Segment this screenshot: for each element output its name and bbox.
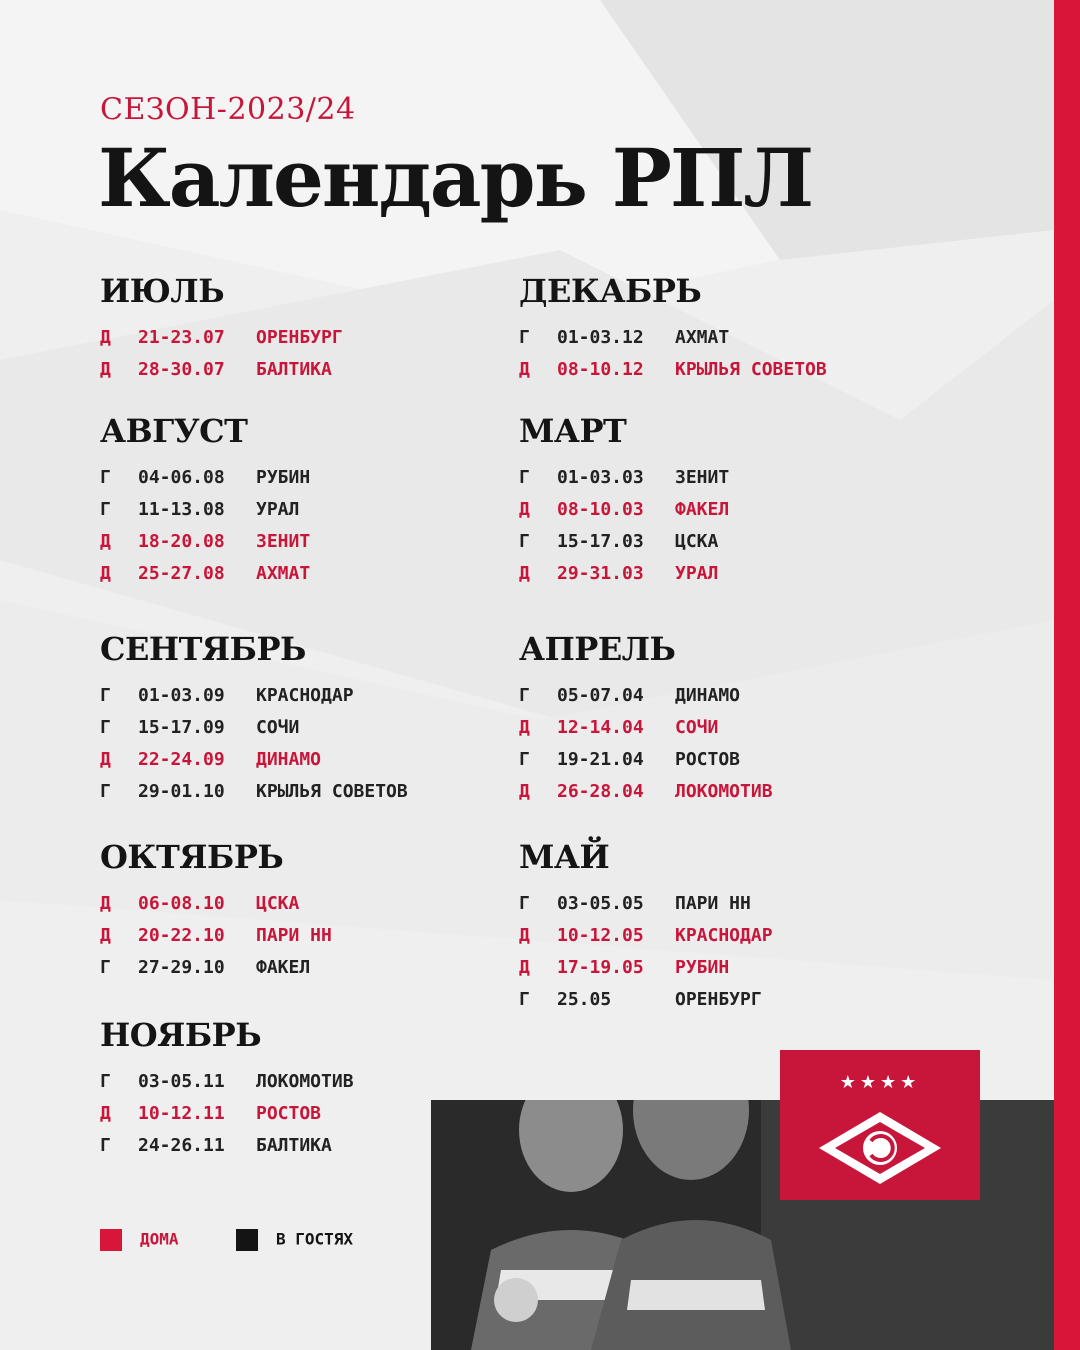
fixture-opponent: РУБИН	[256, 467, 311, 488]
fixture-opponent: ФАКЕЛ	[675, 499, 730, 520]
fixture-opponent: АХМАТ	[256, 563, 311, 584]
fixture-date: 03-05.05	[557, 893, 644, 914]
legend-away	[236, 1229, 353, 1251]
month-title: ОКТЯБРЬ	[100, 838, 284, 876]
fixture-row	[100, 322, 343, 354]
fixture-venue: Д	[100, 749, 111, 770]
fixture-opponent: УРАЛ	[256, 499, 300, 520]
fixture-opponent: ДИНАМО	[675, 685, 741, 706]
legend-home	[100, 1229, 179, 1251]
fixture-venue: Д	[519, 957, 530, 978]
fixture-row	[100, 744, 408, 776]
fixture-venue: Г	[519, 467, 530, 488]
month-title: ИЮЛЬ	[100, 272, 225, 310]
fixture-opponent: КРЫЛЬЯ СОВЕТОВ	[675, 359, 827, 380]
fixture-venue: Д	[519, 359, 530, 380]
club-crest-icon	[815, 1108, 945, 1188]
fixture-date: 17-19.05	[557, 957, 644, 978]
fixture-date: 25.05	[557, 989, 612, 1010]
fixture-date: 08-10.03	[557, 499, 644, 520]
fixture-list	[519, 462, 729, 590]
fixture-venue: Г	[100, 1135, 111, 1156]
fixture-date: 26-28.04	[557, 781, 644, 802]
fixture-row	[519, 558, 729, 590]
fixture-date: 24-26.11	[138, 1135, 225, 1156]
legend-away-swatch	[236, 1229, 258, 1251]
fixture-venue: Г	[100, 717, 111, 738]
month-title: СЕНТЯБРЬ	[100, 630, 306, 668]
fixture-venue: Д	[519, 717, 530, 738]
fixture-opponent: БАЛТИКА	[256, 1135, 332, 1156]
legend-away-label: В ГОСТЯХ	[276, 1229, 354, 1249]
fixture-opponent: ЦСКА	[256, 893, 300, 914]
fixture-row	[100, 558, 310, 590]
fixture-row	[100, 462, 310, 494]
club-logo-card	[780, 1050, 980, 1200]
fixture-venue: Г	[100, 957, 111, 978]
fixture-list	[100, 322, 343, 386]
fixture-row	[519, 744, 773, 776]
fixture-opponent: СОЧИ	[256, 717, 300, 738]
month-october	[100, 840, 332, 984]
fixture-venue: Г	[519, 531, 530, 552]
fixture-venue: Г	[519, 749, 530, 770]
fixture-date: 15-17.09	[138, 717, 225, 738]
fixture-row	[519, 494, 729, 526]
fixture-venue: Д	[100, 563, 111, 584]
fixture-date: 12-14.04	[557, 717, 644, 738]
month-title: МАРТ	[519, 412, 627, 450]
fixture-date: 22-24.09	[138, 749, 225, 770]
fixture-venue: Д	[519, 925, 530, 946]
fixture-opponent: КРЫЛЬЯ СОВЕТОВ	[256, 781, 408, 802]
fixture-list	[100, 462, 310, 590]
fixture-venue: Г	[100, 781, 111, 802]
fixture-list	[100, 888, 332, 984]
fixture-opponent: ПАРИ НН	[675, 893, 751, 914]
fixture-date: 10-12.11	[138, 1103, 225, 1124]
fixture-list	[519, 322, 827, 386]
fixture-venue: Г	[100, 685, 111, 706]
fixture-venue: Д	[100, 893, 111, 914]
fixture-venue: Г	[519, 989, 530, 1010]
fixture-venue: Г	[100, 499, 111, 520]
fixture-row	[100, 888, 332, 920]
fixture-row	[519, 888, 773, 920]
fixture-opponent: РОСТОВ	[675, 749, 741, 770]
right-accent-bar	[1054, 0, 1080, 1350]
fixture-row	[100, 712, 408, 744]
fixture-opponent: ЦСКА	[675, 531, 719, 552]
fixture-opponent: ДИНАМО	[256, 749, 322, 770]
fixture-row	[519, 920, 773, 952]
fixture-row	[100, 952, 332, 984]
fixture-opponent: ПАРИ НН	[256, 925, 332, 946]
fixture-row	[100, 1066, 354, 1098]
fixture-venue: Д	[100, 359, 111, 380]
fixture-date: 06-08.10	[138, 893, 225, 914]
fixture-venue: Г	[519, 893, 530, 914]
fixture-date: 21-23.07	[138, 327, 225, 348]
month-title: АПРЕЛЬ	[519, 630, 676, 668]
fixture-venue: Д	[100, 1103, 111, 1124]
fixture-row	[100, 776, 408, 808]
fixture-date: 27-29.10	[138, 957, 225, 978]
fixture-opponent: СОЧИ	[675, 717, 719, 738]
fixture-opponent: БАЛТИКА	[256, 359, 332, 380]
month-march	[519, 414, 729, 590]
fixture-venue: Д	[519, 781, 530, 802]
fixture-row	[519, 354, 827, 386]
fixture-date: 15-17.03	[557, 531, 644, 552]
fixture-opponent: ЛОКОМОТИВ	[675, 781, 773, 802]
page-title: Календарь РПЛ	[98, 131, 813, 225]
month-title: АВГУСТ	[100, 412, 248, 450]
fixture-venue: Г	[100, 467, 111, 488]
fixture-venue: Д	[519, 563, 530, 584]
season-subtitle: СЕЗОН-2023/24	[100, 92, 356, 127]
fixture-opponent: КРАСНОДАР	[675, 925, 773, 946]
fixture-opponent: ОРЕНБУРГ	[675, 989, 762, 1010]
fixture-venue: Д	[100, 925, 111, 946]
fixture-date: 28-30.07	[138, 359, 225, 380]
fixture-date: 01-03.12	[557, 327, 644, 348]
fixture-venue: Г	[100, 1071, 111, 1092]
fixture-venue: Г	[519, 685, 530, 706]
fixture-date: 25-27.08	[138, 563, 225, 584]
fixture-row	[100, 1130, 354, 1162]
fixture-venue: Д	[100, 327, 111, 348]
fixture-date: 18-20.08	[138, 531, 225, 552]
fixture-list	[519, 680, 773, 808]
fixture-row	[100, 494, 310, 526]
month-may	[519, 840, 773, 1016]
fixture-opponent: КРАСНОДАР	[256, 685, 354, 706]
fixture-date: 08-10.12	[557, 359, 644, 380]
fixture-row	[100, 526, 310, 558]
month-july	[100, 274, 343, 386]
month-title: МАЙ	[519, 838, 610, 876]
legend-home-label: ДОМА	[140, 1229, 179, 1249]
fixture-date: 20-22.10	[138, 925, 225, 946]
fixture-date: 19-21.04	[557, 749, 644, 770]
fixture-list	[519, 888, 773, 1016]
fixture-opponent: РОСТОВ	[256, 1103, 322, 1124]
fixture-row	[519, 680, 773, 712]
fixture-opponent: ЛОКОМОТИВ	[256, 1071, 354, 1092]
fixture-date: 11-13.08	[138, 499, 225, 520]
fixture-date: 01-03.03	[557, 467, 644, 488]
fixture-row	[100, 354, 343, 386]
fixture-venue: Д	[519, 499, 530, 520]
fixture-date: 05-07.04	[557, 685, 644, 706]
fixture-row	[519, 526, 729, 558]
fixture-opponent: ОРЕНБУРГ	[256, 327, 343, 348]
month-title: НОЯБРЬ	[100, 1016, 262, 1054]
fixture-opponent: ЗЕНИТ	[675, 467, 730, 488]
legend-home-swatch	[100, 1229, 122, 1251]
fixture-opponent: РУБИН	[675, 957, 730, 978]
fixture-date: 29-01.10	[138, 781, 225, 802]
fixture-row	[519, 952, 773, 984]
fixture-date: 29-31.03	[557, 563, 644, 584]
fixture-list	[100, 680, 408, 808]
stars-icon: ★★★★	[839, 1072, 921, 1093]
month-november	[100, 1018, 354, 1162]
fixture-opponent: ЗЕНИТ	[256, 531, 311, 552]
fixture-row	[519, 984, 773, 1016]
fixture-date: 10-12.05	[557, 925, 644, 946]
fixture-opponent: УРАЛ	[675, 563, 719, 584]
fixture-list	[100, 1066, 354, 1162]
fixture-date: 03-05.11	[138, 1071, 225, 1092]
fixture-row	[100, 920, 332, 952]
fixture-row	[519, 712, 773, 744]
month-august	[100, 414, 310, 590]
fixture-venue: Г	[519, 327, 530, 348]
fixture-date: 04-06.08	[138, 467, 225, 488]
month-december	[519, 274, 827, 386]
fixture-row	[519, 776, 773, 808]
fixture-row	[100, 680, 408, 712]
fixture-row	[519, 322, 827, 354]
fixture-row	[519, 462, 729, 494]
fixture-opponent: АХМАТ	[675, 327, 730, 348]
fixture-row	[100, 1098, 354, 1130]
month-september	[100, 632, 408, 808]
month-april	[519, 632, 773, 808]
fixture-opponent: ФАКЕЛ	[256, 957, 311, 978]
fixture-venue: Д	[100, 531, 111, 552]
month-title: ДЕКАБРЬ	[519, 272, 702, 310]
fixture-date: 01-03.09	[138, 685, 225, 706]
